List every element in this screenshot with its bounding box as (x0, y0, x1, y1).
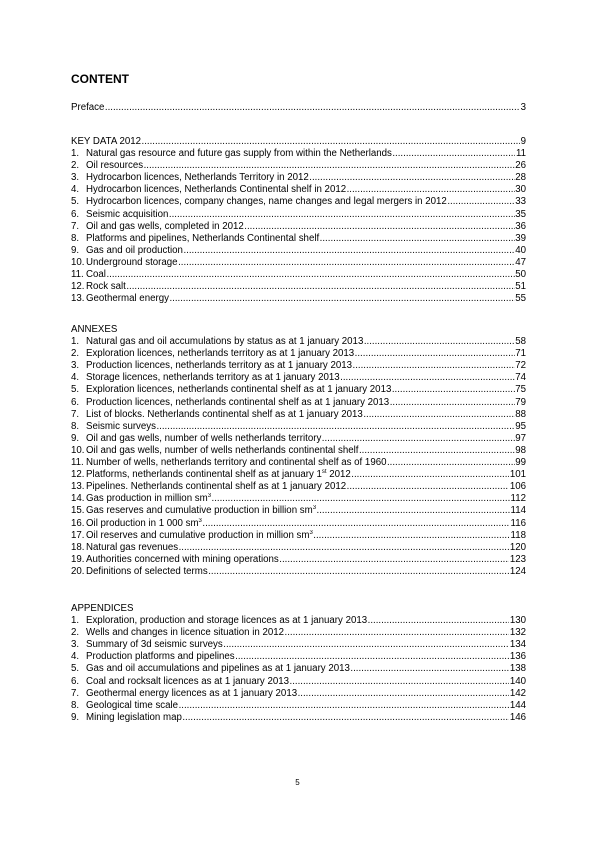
toc-entry-label-text: Gas reserves and cumulative production in billion sm (86, 505, 313, 517)
toc-entry-number: 9. (71, 244, 80, 256)
leader-dots (364, 336, 515, 348)
toc-page-number: 58 (515, 336, 526, 348)
leader-dots (355, 348, 515, 360)
toc-entry[interactable] (71, 269, 526, 281)
toc-entry[interactable] (71, 627, 526, 639)
toc-entry-label (86, 505, 316, 517)
leader-dots (320, 233, 515, 245)
leader-dots (359, 445, 515, 457)
toc-page-number: 132 (509, 627, 526, 639)
leader-dots (169, 209, 515, 221)
toc-entry-number: 8. (71, 420, 80, 432)
section-heading: ANNEXES (71, 324, 118, 335)
toc-entry-label-text: Seismic acquisition (86, 208, 169, 220)
toc-entry-number: 4. (71, 651, 80, 663)
toc-page-number: 75 (515, 384, 526, 396)
leader-dots (279, 554, 509, 566)
leader-dots (142, 136, 521, 148)
toc-entry-label (86, 148, 392, 160)
toc-page-number: 124 (509, 565, 526, 577)
toc-entry[interactable] (71, 663, 526, 675)
toc-entry-label-text: Geothermal energy licences as at 1 january 2013 (86, 687, 298, 699)
toc-entry-label-text: Oil and gas wells, completed in 2012 (86, 220, 244, 232)
preface-entry[interactable] (71, 102, 526, 114)
toc-page-number: 136 (509, 651, 526, 663)
toc-entry-label (86, 409, 363, 421)
toc-entry[interactable] (71, 530, 526, 542)
toc-entry[interactable] (71, 293, 526, 305)
toc-page-number: 40 (515, 244, 526, 256)
toc-entry-number: 11. (71, 457, 84, 469)
toc-entry-label-text: Hydrocarbon licences, Netherlands Continental shelf in 2012 (86, 184, 347, 196)
toc-page-number: 88 (515, 408, 526, 420)
toc-entry-number: 11. (71, 269, 84, 281)
toc-entry-number: 6. (71, 208, 80, 220)
toc-page-number: 71 (515, 348, 526, 360)
toc-entry[interactable] (71, 348, 526, 360)
toc-entry[interactable] (71, 148, 526, 160)
appendices-section (71, 603, 526, 724)
toc-entry[interactable] (71, 566, 526, 578)
toc-entry-label-text: Hydrocarbon licences, Netherlands Territory in 2012 (86, 172, 309, 184)
toc-page-number: 144 (509, 699, 526, 711)
toc-entry-label-text: Wells and changes in licence situation in 2012 (86, 627, 285, 639)
toc-entry-label-text: Authorities concerned with mining operations (86, 553, 279, 565)
toc-page-number: 123 (509, 553, 526, 565)
toc-entry[interactable] (71, 160, 526, 172)
toc-entry-number: 2. (71, 627, 80, 639)
leader-dots (322, 433, 515, 445)
leader-dots (126, 281, 514, 293)
toc-entry-number: 1. (71, 148, 80, 160)
toc-entry-label-text: Exploration licences, netherlands continental shelf as at 1 january 2013 (86, 384, 392, 396)
toc-entry[interactable] (71, 384, 526, 396)
toc-page-number: 26 (515, 160, 526, 172)
toc-entry-number: 5. (71, 663, 80, 675)
toc-page-number: 101 (509, 469, 526, 481)
toc-entry-label-text: Coal and rocksalt licences as at 1 january 2013 (86, 675, 290, 687)
toc-entry-label-text: Exploration, production and storage licences as at 1 january 2013 (86, 615, 368, 627)
leader-dots (347, 184, 515, 196)
toc-entry-number: 8. (71, 232, 80, 244)
toc-entry-label-text: Natural gas resource and future gas supply from within the Netherlands (86, 148, 392, 160)
toc-entry-number: 7. (71, 220, 80, 232)
toc-entry-label (86, 433, 321, 445)
toc-entry-number: 3. (71, 172, 80, 184)
toc-entry-label (86, 663, 350, 675)
toc-entry-label-text: Natural gas revenues (86, 541, 179, 553)
toc-entry-label (86, 336, 363, 348)
toc-entry-label-text: List of blocks. Netherlands continental shelf as at 1 january 2013 (86, 408, 363, 420)
toc-entry-label (86, 518, 202, 530)
toc-entry-number: 7. (71, 687, 80, 699)
key-data-section (71, 136, 526, 305)
toc-entry[interactable] (71, 688, 526, 700)
leader-dots (156, 421, 514, 433)
toc-entry[interactable] (71, 360, 526, 372)
toc-entry-label-text: Geological time scale (86, 699, 179, 711)
toc-entry[interactable] (71, 518, 526, 530)
toc-entry-number: 17. (71, 529, 85, 541)
toc-entry[interactable] (71, 457, 526, 469)
key-data-heading-entry[interactable] (71, 136, 526, 148)
toc-entry[interactable] (71, 372, 526, 384)
toc-entry-label (86, 688, 297, 700)
toc-entry[interactable] (71, 700, 526, 712)
toc-entry-number: 9. (71, 711, 80, 723)
toc-entry-label-text: Gas production in million sm (86, 493, 208, 505)
toc-page-number: 130 (509, 615, 526, 627)
toc-entry-number: 2. (71, 348, 80, 360)
toc-entry-label-text: Oil and gas wells, number of wells netherlands continental shelf (86, 444, 359, 456)
toc-entry[interactable] (71, 233, 526, 245)
toc-entry-label-text: Rock salt (86, 281, 126, 293)
toc-entry-number: 8. (71, 699, 80, 711)
superscript: 3 (309, 529, 313, 536)
toc-entry-label-text: Definitions of selected terms (86, 565, 208, 577)
toc-entry[interactable] (71, 469, 526, 481)
leader-dots (351, 469, 509, 481)
leader-dots (387, 457, 515, 469)
leader-dots (392, 384, 515, 396)
toc-entry-label-suffix: 2012 (326, 469, 351, 481)
toc-page-number: 98 (515, 444, 526, 456)
toc-entry[interactable] (71, 397, 526, 409)
toc-entry-label-text: Natural gas and oil accumulations by status as at 1 january 2013 (86, 336, 364, 348)
toc-entry-label (86, 481, 346, 493)
toc-page-number: 79 (515, 396, 526, 408)
toc-entry-label-text: Pipelines. Netherlands continental shelf as at 1 january 2012 (86, 481, 347, 493)
toc-entry[interactable] (71, 505, 526, 517)
leader-dots (285, 627, 510, 639)
toc-entry-number: 13. (71, 293, 85, 305)
toc-entry-number: 6. (71, 396, 80, 408)
toc-entry-label-text: Platforms and pipelines, Netherlands Continental shelf (86, 232, 320, 244)
toc-entry-label (86, 281, 126, 293)
leader-dots (179, 700, 510, 712)
toc-entry-number: 13. (71, 481, 85, 493)
toc-entry-label (86, 712, 182, 724)
toc-page-number: 30 (515, 184, 526, 196)
toc-entry[interactable] (71, 421, 526, 433)
toc-entry-label-text: Seismic surveys (86, 420, 156, 432)
toc-page-number: 112 (510, 493, 526, 505)
toc-entry-label-text: Mining legislation map (86, 711, 182, 723)
toc-entry[interactable] (71, 554, 526, 566)
leader-dots (317, 505, 511, 517)
toc-entry-label (86, 469, 351, 481)
leader-dots (290, 676, 510, 688)
toc-page-number: 116 (510, 517, 526, 529)
toc-entry-label-text: Oil reserves and cumulative production in million sm (86, 529, 310, 541)
annexes-list (71, 336, 526, 578)
leader-dots (208, 566, 509, 578)
toc-entry-number: 16. (71, 517, 85, 529)
toc-entry-label (86, 676, 289, 688)
toc-label: Preface (71, 102, 105, 113)
toc-entry-number: 3. (71, 639, 80, 651)
toc-entry-label (86, 397, 389, 409)
leader-dots (212, 493, 511, 505)
leader-dots (368, 615, 510, 627)
leader-dots (144, 160, 515, 172)
leader-dots (169, 293, 514, 305)
superscript: st (321, 469, 327, 476)
toc-entry-label (86, 160, 143, 172)
toc-page-number: 114 (510, 505, 526, 517)
toc-page-number: 11 (515, 148, 526, 160)
toc-page-number: 39 (515, 232, 526, 244)
toc-page-number: 3 (520, 102, 526, 113)
toc-entry-number: 4. (71, 372, 80, 384)
toc-title: CONTENT (71, 72, 129, 86)
leader-dots (178, 257, 515, 269)
toc-entry-number: 5. (71, 196, 80, 208)
toc-entry-label (86, 530, 313, 542)
toc-entry-label (86, 615, 367, 627)
toc-entry-number: 6. (71, 675, 80, 687)
toc-entry-label-text: Oil and gas wells, number of wells netherlands territory (86, 432, 322, 444)
section-heading: APPENDICES (71, 603, 134, 614)
toc-entry-label-text: Gas and oil production (86, 244, 183, 256)
toc-page-number: 138 (509, 663, 526, 675)
toc-page-number: 142 (509, 687, 526, 699)
toc-entry[interactable] (71, 542, 526, 554)
toc-entry-number: 14. (71, 493, 85, 505)
leader-dots (309, 172, 514, 184)
toc-entry-label (86, 184, 346, 196)
page-number: 5 (295, 778, 300, 787)
toc-entry-label (86, 172, 309, 184)
toc-entry[interactable] (71, 712, 526, 724)
toc-entry[interactable] (71, 676, 526, 688)
toc-entry-label (86, 360, 352, 372)
leader-dots (350, 663, 509, 675)
toc-entry-number: 19. (71, 553, 85, 565)
toc-entry[interactable] (71, 615, 526, 627)
toc-entry-number: 12. (71, 281, 85, 293)
toc-page-number: 95 (515, 420, 526, 432)
leader-dots (235, 651, 509, 663)
toc-entry-number: 18. (71, 541, 85, 553)
toc-page-number: 33 (515, 196, 526, 208)
toc-entry-label-text: Oil production in 1 000 sm (86, 517, 199, 529)
toc-entry[interactable] (71, 639, 526, 651)
leader-dots (183, 245, 514, 257)
toc-entry[interactable] (71, 209, 526, 221)
toc-entry-label-text: Geothermal energy (86, 293, 169, 305)
toc-page-number: 47 (515, 256, 526, 268)
toc-entry-label-text: Platforms, netherlands continental shelf as at january 1 (86, 469, 322, 481)
toc-entry-label (86, 348, 354, 360)
toc-page-number: 74 (515, 372, 526, 384)
toc-entry-label (86, 269, 106, 281)
toc-page-number: 134 (509, 639, 526, 651)
leader-dots (447, 196, 514, 208)
toc-entry-label-text: Gas and oil accumulations and pipelines as at 1 january 2013 (86, 663, 350, 675)
toc-entry-label-text: Underground storage (86, 256, 178, 268)
toc-entry-label-text: Number of wells, netherlands territory and continental shelf as of 1960 (86, 457, 387, 469)
toc-entry-label (86, 257, 178, 269)
toc-entry-number: 9. (71, 432, 80, 444)
toc-entry-number: 2. (71, 160, 80, 172)
toc-entry-label (86, 372, 340, 384)
leader-dots (244, 221, 514, 233)
leader-dots (390, 397, 515, 409)
toc-entry-label (86, 457, 386, 469)
toc-page-number: 9 (520, 136, 526, 147)
toc-entry-number: 1. (71, 615, 80, 627)
toc-entry-label (86, 651, 235, 663)
toc-entry[interactable] (71, 481, 526, 493)
toc-entry-label (86, 627, 284, 639)
toc-entry[interactable] (71, 281, 526, 293)
toc-entry-label (86, 293, 169, 305)
toc-entry[interactable] (71, 493, 526, 505)
leader-dots (298, 688, 510, 700)
toc-entry-label (86, 639, 223, 651)
toc-entry-number: 10. (71, 444, 85, 456)
leader-dots (182, 712, 509, 724)
toc-entry-label (86, 554, 279, 566)
toc-entry-label (86, 566, 208, 578)
toc-entry-label (86, 421, 156, 433)
superscript: 3 (207, 493, 212, 500)
toc-entry-label (86, 384, 391, 396)
toc-entry-label (86, 209, 168, 221)
toc-entry-label (86, 221, 244, 233)
toc-entry[interactable] (71, 184, 526, 196)
toc-entry-number: 1. (71, 336, 80, 348)
toc-page-number: 140 (509, 675, 526, 687)
toc-entry-label (86, 493, 211, 505)
leader-dots (392, 148, 515, 160)
toc-entry-label-text: Storage licences, netherlands territory as at 1 january 2013 (86, 372, 340, 384)
toc-page-number: 35 (515, 208, 526, 220)
toc-page-number: 99 (515, 457, 526, 469)
leader-dots (202, 518, 510, 530)
toc-entry-number: 12. (71, 469, 85, 481)
superscript: 3 (312, 505, 317, 512)
toc-entry-number: 7. (71, 408, 80, 420)
toc-entry-number: 3. (71, 360, 80, 372)
leader-dots (106, 269, 514, 281)
toc-entry-number: 5. (71, 384, 80, 396)
toc-entry-label (86, 445, 358, 457)
toc-entry-label-text: Production platforms and pipelines (86, 651, 235, 663)
toc-page-number: 55 (515, 293, 526, 305)
toc-entry-label-text: Oil resources (86, 160, 144, 172)
leader-dots (179, 542, 510, 554)
toc-entry[interactable] (71, 409, 526, 421)
toc-entry-label-text: Exploration licences, netherlands territory as at 1 january 2013 (86, 348, 355, 360)
toc-entry-label-text: Coal (86, 269, 106, 281)
toc-entry-label-text: Production licences, netherlands territory as at 1 january 2013 (86, 360, 353, 372)
toc-page-number: 120 (509, 541, 526, 553)
toc-page-number: 97 (515, 432, 526, 444)
leader-dots (105, 102, 520, 114)
toc-entry[interactable] (71, 221, 526, 233)
toc-page-number: 50 (515, 269, 526, 281)
toc-entry-number: 20. (71, 565, 85, 577)
annexes-section (71, 324, 526, 578)
key-data-list (71, 148, 526, 305)
toc-entry-label-text: Summary of 3d seismic surveys (86, 639, 223, 651)
appendices-list (71, 615, 526, 724)
toc-entry-label (86, 196, 447, 208)
leader-dots (313, 530, 510, 542)
toc-page-number: 146 (509, 711, 526, 723)
toc-entry-number: 4. (71, 184, 80, 196)
toc-entry-label (86, 233, 319, 245)
leader-dots (340, 372, 515, 384)
section-heading: KEY DATA 2012 (71, 136, 142, 147)
leader-dots (353, 360, 515, 372)
toc-entry[interactable] (71, 196, 526, 208)
toc-entry-number: 10. (71, 256, 85, 268)
toc-entry[interactable] (71, 172, 526, 184)
leader-dots (223, 639, 509, 651)
toc-page-number: 28 (515, 172, 526, 184)
toc-page-number: 51 (515, 281, 526, 293)
toc-entry[interactable] (71, 336, 526, 348)
toc-page-number: 36 (515, 220, 526, 232)
toc-entry-label (86, 700, 178, 712)
toc-entry[interactable] (71, 433, 526, 445)
toc-page-number: 106 (509, 481, 526, 493)
leader-dots (363, 409, 514, 421)
toc-page-number: 72 (515, 360, 526, 372)
toc-entry[interactable] (71, 245, 526, 257)
toc-entry-label (86, 542, 178, 554)
toc-entry[interactable] (71, 257, 526, 269)
toc-entry[interactable] (71, 651, 526, 663)
toc-entry-label-text: Production licences, netherlands continental shelf as at 1 january 2013 (86, 396, 390, 408)
toc-page-number: 118 (510, 529, 526, 541)
superscript: 3 (198, 517, 202, 524)
toc-entry-label (86, 245, 183, 257)
toc-entry[interactable] (71, 445, 526, 457)
toc-entry-label-text: Hydrocarbon licences, company changes, name changes and legal mergers in 2012 (86, 196, 447, 208)
toc-entry-number: 15. (71, 505, 85, 517)
leader-dots (347, 481, 510, 493)
